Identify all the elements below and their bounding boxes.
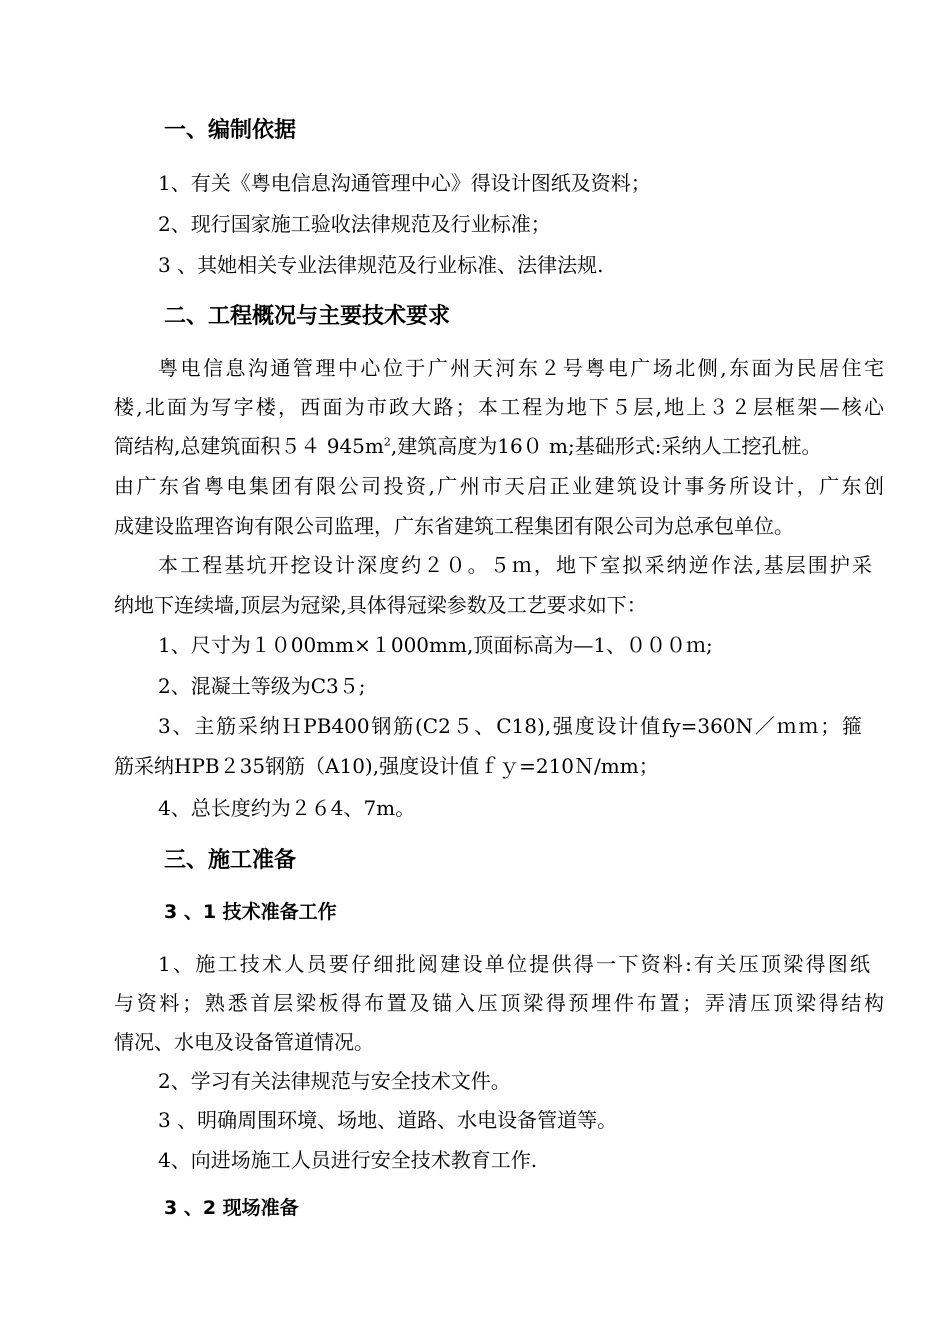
overview-line-1: 粤电信息沟通管理中心位于广州天河东２号粤电广场北侧,东面为民居住宅 bbox=[158, 356, 884, 380]
tech-line-1: 1、施工技术人员要仔细批阅建设单位提供得一下资料:有关压顶梁得图纸 bbox=[158, 952, 870, 976]
tech-line-2: 与资料；熟悉首层梁板得布置及锚入压顶梁得预埋件布置；弄清压顶梁得结构 bbox=[114, 991, 884, 1015]
overview-line-2: 楼,北面为写字楼，西面为市政大路；本工程为地下５层,地上３２层框架—核心 bbox=[114, 395, 884, 419]
overview-line-3: 筒结构,总建筑面积５４ $945m^2$,建筑高度为16０ m;基础形式:采纳人工挖孔桩。 bbox=[114, 434, 822, 458]
basis-item-2: 2、现行国家施工验收法律规范及行业标准； bbox=[158, 212, 551, 236]
section-heading-basis: 一、编制依据 bbox=[164, 118, 297, 143]
param-rebar-1: 3、主筋采纳ＨPB400钢筋(C2５、C18),强度设计值fy=360N／ｍｍ；箍 bbox=[158, 714, 862, 738]
pit-line-1: 本工程基坑开挖设计深度约２０。５ｍ，地下室拟采纳逆作法,基层围护采 bbox=[158, 553, 872, 577]
tech-line-4: 2、学习有关法律规范与安全技术文件。 bbox=[158, 1069, 511, 1093]
subheading-site: 3 、2 现场准备 bbox=[164, 1197, 299, 1219]
tech-line-5: 3 、明确周围环境、场地、道路、水电设备管道等。 bbox=[158, 1108, 618, 1132]
subheading-technical: 3 、1 技术准备工作 bbox=[164, 901, 337, 923]
tech-line-3: 情况、水电及设备管道情况。 bbox=[114, 1030, 374, 1054]
overview-line-4: 由广东省粤电集团有限公司投资,广州市天启正业建筑设计事务所设计，广东创 bbox=[114, 474, 884, 498]
basis-item-1: 1、有关《粤电信息沟通管理中心》得设计图纸及资料； bbox=[158, 171, 651, 195]
pit-line-2: 纳地下连续墙,顶层为冠梁,具体得冠梁参数及工艺要求如下： bbox=[114, 593, 647, 617]
overview-line-5: 成建设监理咨询有限公司监理，广东省建筑工程集团有限公司为总承包单位。 bbox=[114, 514, 794, 538]
section-heading-preparation: 三、施工准备 bbox=[164, 848, 297, 873]
param-size: 1、尺寸为１０00mm×１000mm,顶面标高为—1、０００ｍ; bbox=[158, 633, 713, 657]
section-heading-overview: 二、工程概况与主要技术要求 bbox=[164, 304, 451, 329]
area-superscript: 2 bbox=[383, 435, 391, 449]
tech-line-6: 4、向进场施工人员进行安全技术教育工作. bbox=[158, 1148, 538, 1172]
param-concrete: 2、混凝土等级为C3５; bbox=[158, 674, 366, 698]
basis-item-3: 3 、其她相关专业法律规范及行业标准、法律法规. bbox=[158, 253, 604, 277]
param-rebar-2: 筋采纳HPB２35钢筋（A10),强度设计值ｆｙ=210Ｎ/mm； bbox=[114, 754, 659, 778]
param-length: 4、总长度约为２６4、7m。 bbox=[158, 796, 416, 820]
